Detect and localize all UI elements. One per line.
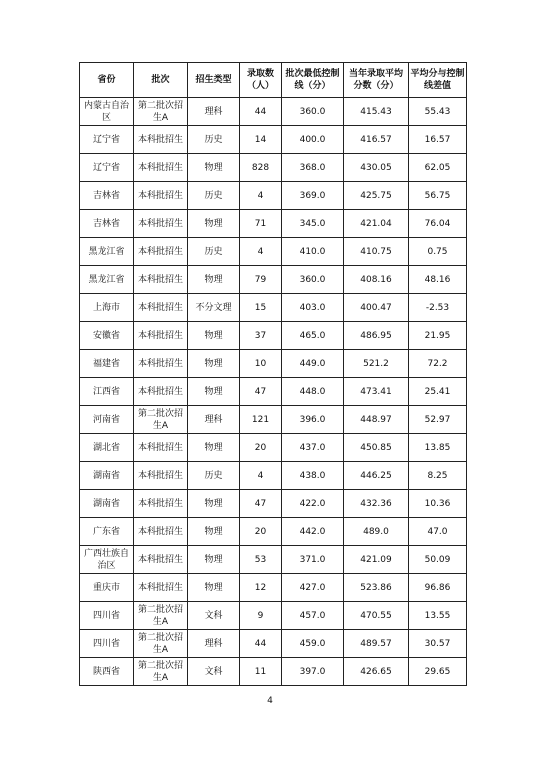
cell-type: 文科 xyxy=(188,602,240,630)
cell-average-score: 410.75 xyxy=(344,238,409,266)
cell-difference: 72.2 xyxy=(409,350,467,378)
cell-difference: 52.97 xyxy=(409,406,467,434)
cell-difference: 62.05 xyxy=(409,154,467,182)
cell-average-score: 400.47 xyxy=(344,294,409,322)
cell-difference: 48.16 xyxy=(409,266,467,294)
cell-province: 四川省 xyxy=(80,630,134,658)
cell-batch: 本科批招生 xyxy=(134,546,188,574)
table-row xyxy=(80,462,467,490)
cell-type: 理科 xyxy=(188,630,240,658)
cell-average-score: 448.97 xyxy=(344,406,409,434)
header-admitted: 录取数（人） xyxy=(240,63,282,98)
cell-average-score: 430.05 xyxy=(344,154,409,182)
cell-difference: -2.53 xyxy=(409,294,467,322)
cell-batch: 本科批招生 xyxy=(134,378,188,406)
cell-control-line: 396.0 xyxy=(282,406,344,434)
cell-province: 广西壮族自治区 xyxy=(80,546,134,574)
cell-batch: 本科批招生 xyxy=(134,154,188,182)
cell-average-score: 446.25 xyxy=(344,462,409,490)
cell-difference: 25.41 xyxy=(409,378,467,406)
cell-type: 物理 xyxy=(188,266,240,294)
cell-type: 理科 xyxy=(188,406,240,434)
cell-province: 河南省 xyxy=(80,406,134,434)
page-number: 4 xyxy=(267,696,273,706)
cell-control-line: 438.0 xyxy=(282,462,344,490)
cell-average-score: 489.57 xyxy=(344,630,409,658)
cell-type: 物理 xyxy=(188,322,240,350)
cell-difference: 47.0 xyxy=(409,518,467,546)
table-row xyxy=(80,210,467,238)
cell-control-line: 442.0 xyxy=(282,518,344,546)
cell-province: 湖南省 xyxy=(80,462,134,490)
cell-province: 重庆市 xyxy=(80,574,134,602)
cell-admitted: 47 xyxy=(240,378,282,406)
table-row xyxy=(80,518,467,546)
cell-province: 湖南省 xyxy=(80,490,134,518)
cell-type: 物理 xyxy=(188,574,240,602)
header-average-score: 当年录取平均分数（分） xyxy=(344,63,409,98)
cell-province: 黑龙江省 xyxy=(80,266,134,294)
cell-difference: 55.43 xyxy=(409,98,467,126)
cell-difference: 0.75 xyxy=(409,238,467,266)
table-row xyxy=(80,322,467,350)
cell-type: 物理 xyxy=(188,518,240,546)
table-row xyxy=(80,602,467,630)
cell-control-line: 449.0 xyxy=(282,350,344,378)
header-row xyxy=(80,63,467,98)
cell-admitted: 14 xyxy=(240,126,282,154)
cell-type: 物理 xyxy=(188,210,240,238)
cell-control-line: 368.0 xyxy=(282,154,344,182)
cell-batch: 本科批招生 xyxy=(134,126,188,154)
cell-province: 黑龙江省 xyxy=(80,238,134,266)
cell-batch: 本科批招生 xyxy=(134,322,188,350)
cell-average-score: 523.86 xyxy=(344,574,409,602)
cell-province: 上海市 xyxy=(80,294,134,322)
cell-control-line: 457.0 xyxy=(282,602,344,630)
cell-type: 历史 xyxy=(188,126,240,154)
cell-type: 历史 xyxy=(188,462,240,490)
cell-average-score: 421.09 xyxy=(344,546,409,574)
cell-type: 物理 xyxy=(188,378,240,406)
cell-admitted: 71 xyxy=(240,210,282,238)
cell-control-line: 360.0 xyxy=(282,98,344,126)
cell-type: 物理 xyxy=(188,434,240,462)
cell-province: 江西省 xyxy=(80,378,134,406)
table-row xyxy=(80,294,467,322)
header-control-line: 批次最低控制线（分） xyxy=(282,63,344,98)
table-row xyxy=(80,182,467,210)
cell-batch: 第二批次招生A xyxy=(134,406,188,434)
cell-admitted: 44 xyxy=(240,630,282,658)
cell-province: 福建省 xyxy=(80,350,134,378)
cell-control-line: 422.0 xyxy=(282,490,344,518)
header-difference: 平均分与控制线差值 xyxy=(409,63,467,98)
cell-average-score: 470.55 xyxy=(344,602,409,630)
cell-batch: 本科批招生 xyxy=(134,266,188,294)
cell-batch: 本科批招生 xyxy=(134,518,188,546)
cell-control-line: 345.0 xyxy=(282,210,344,238)
cell-control-line: 459.0 xyxy=(282,630,344,658)
cell-batch: 本科批招生 xyxy=(134,182,188,210)
cell-control-line: 397.0 xyxy=(282,658,344,686)
cell-admitted: 4 xyxy=(240,182,282,210)
cell-province: 安徽省 xyxy=(80,322,134,350)
cell-control-line: 369.0 xyxy=(282,182,344,210)
header-batch: 批次 xyxy=(134,63,188,98)
cell-difference: 29.65 xyxy=(409,658,467,686)
cell-batch: 第二批次招生A xyxy=(134,98,188,126)
cell-province: 辽宁省 xyxy=(80,126,134,154)
cell-average-score: 521.2 xyxy=(344,350,409,378)
cell-admitted: 9 xyxy=(240,602,282,630)
cell-average-score: 421.04 xyxy=(344,210,409,238)
cell-control-line: 410.0 xyxy=(282,238,344,266)
cell-difference: 13.85 xyxy=(409,434,467,462)
cell-average-score: 425.75 xyxy=(344,182,409,210)
cell-admitted: 11 xyxy=(240,658,282,686)
table-row xyxy=(80,630,467,658)
cell-average-score: 489.0 xyxy=(344,518,409,546)
cell-control-line: 360.0 xyxy=(282,266,344,294)
cell-admitted: 79 xyxy=(240,266,282,294)
cell-type: 不分文理 xyxy=(188,294,240,322)
cell-type: 文科 xyxy=(188,658,240,686)
cell-admitted: 828 xyxy=(240,154,282,182)
cell-type: 历史 xyxy=(188,182,240,210)
cell-batch: 第二批次招生A xyxy=(134,630,188,658)
cell-batch: 第二批次招生A xyxy=(134,602,188,630)
cell-batch: 第二批次招生A xyxy=(134,658,188,686)
cell-average-score: 408.16 xyxy=(344,266,409,294)
cell-admitted: 4 xyxy=(240,462,282,490)
cell-type: 物理 xyxy=(188,546,240,574)
table-row xyxy=(80,238,467,266)
cell-admitted: 15 xyxy=(240,294,282,322)
cell-difference: 56.75 xyxy=(409,182,467,210)
cell-admitted: 12 xyxy=(240,574,282,602)
table-row xyxy=(80,658,467,686)
cell-difference: 10.36 xyxy=(409,490,467,518)
cell-control-line: 437.0 xyxy=(282,434,344,462)
table-row xyxy=(80,154,467,182)
table-row xyxy=(80,574,467,602)
cell-admitted: 20 xyxy=(240,434,282,462)
cell-control-line: 465.0 xyxy=(282,322,344,350)
table-row xyxy=(80,378,467,406)
cell-difference: 96.86 xyxy=(409,574,467,602)
cell-province: 吉林省 xyxy=(80,210,134,238)
cell-batch: 本科批招生 xyxy=(134,210,188,238)
cell-admitted: 37 xyxy=(240,322,282,350)
cell-admitted: 53 xyxy=(240,546,282,574)
admissions-table xyxy=(79,62,467,686)
table-row xyxy=(80,126,467,154)
table-row xyxy=(80,266,467,294)
table-row xyxy=(80,406,467,434)
cell-difference: 13.55 xyxy=(409,602,467,630)
cell-control-line: 427.0 xyxy=(282,574,344,602)
cell-average-score: 486.95 xyxy=(344,322,409,350)
cell-average-score: 450.85 xyxy=(344,434,409,462)
cell-average-score: 432.36 xyxy=(344,490,409,518)
cell-average-score: 426.65 xyxy=(344,658,409,686)
table-row xyxy=(80,98,467,126)
cell-admitted: 47 xyxy=(240,490,282,518)
cell-province: 四川省 xyxy=(80,602,134,630)
cell-admitted: 20 xyxy=(240,518,282,546)
cell-average-score: 473.41 xyxy=(344,378,409,406)
cell-batch: 本科批招生 xyxy=(134,294,188,322)
cell-control-line: 371.0 xyxy=(282,546,344,574)
header-province: 省份 xyxy=(80,63,134,98)
cell-admitted: 4 xyxy=(240,238,282,266)
cell-province: 陕西省 xyxy=(80,658,134,686)
cell-province: 吉林省 xyxy=(80,182,134,210)
table-row xyxy=(80,546,467,574)
cell-admitted: 10 xyxy=(240,350,282,378)
cell-batch: 本科批招生 xyxy=(134,434,188,462)
cell-type: 物理 xyxy=(188,350,240,378)
cell-control-line: 448.0 xyxy=(282,378,344,406)
cell-difference: 30.57 xyxy=(409,630,467,658)
cell-type: 历史 xyxy=(188,238,240,266)
cell-batch: 本科批招生 xyxy=(134,462,188,490)
table-body xyxy=(80,98,467,686)
cell-difference: 21.95 xyxy=(409,322,467,350)
cell-batch: 本科批招生 xyxy=(134,350,188,378)
cell-admitted: 44 xyxy=(240,98,282,126)
cell-province: 辽宁省 xyxy=(80,154,134,182)
cell-type: 物理 xyxy=(188,490,240,518)
cell-difference: 76.04 xyxy=(409,210,467,238)
header-type: 招生类型 xyxy=(188,63,240,98)
cell-average-score: 415.43 xyxy=(344,98,409,126)
cell-average-score: 416.57 xyxy=(344,126,409,154)
table-header xyxy=(80,63,467,98)
table-row xyxy=(80,434,467,462)
cell-type: 物理 xyxy=(188,154,240,182)
cell-batch: 本科批招生 xyxy=(134,574,188,602)
cell-batch: 本科批招生 xyxy=(134,490,188,518)
cell-type: 理科 xyxy=(188,98,240,126)
cell-province: 内蒙古自治区 xyxy=(80,98,134,126)
cell-control-line: 400.0 xyxy=(282,126,344,154)
table-row xyxy=(80,350,467,378)
cell-province: 广东省 xyxy=(80,518,134,546)
cell-difference: 8.25 xyxy=(409,462,467,490)
cell-difference: 50.09 xyxy=(409,546,467,574)
cell-difference: 16.57 xyxy=(409,126,467,154)
cell-batch: 本科批招生 xyxy=(134,238,188,266)
cell-admitted: 121 xyxy=(240,406,282,434)
cell-province: 湖北省 xyxy=(80,434,134,462)
table-row xyxy=(80,490,467,518)
cell-control-line: 403.0 xyxy=(282,294,344,322)
